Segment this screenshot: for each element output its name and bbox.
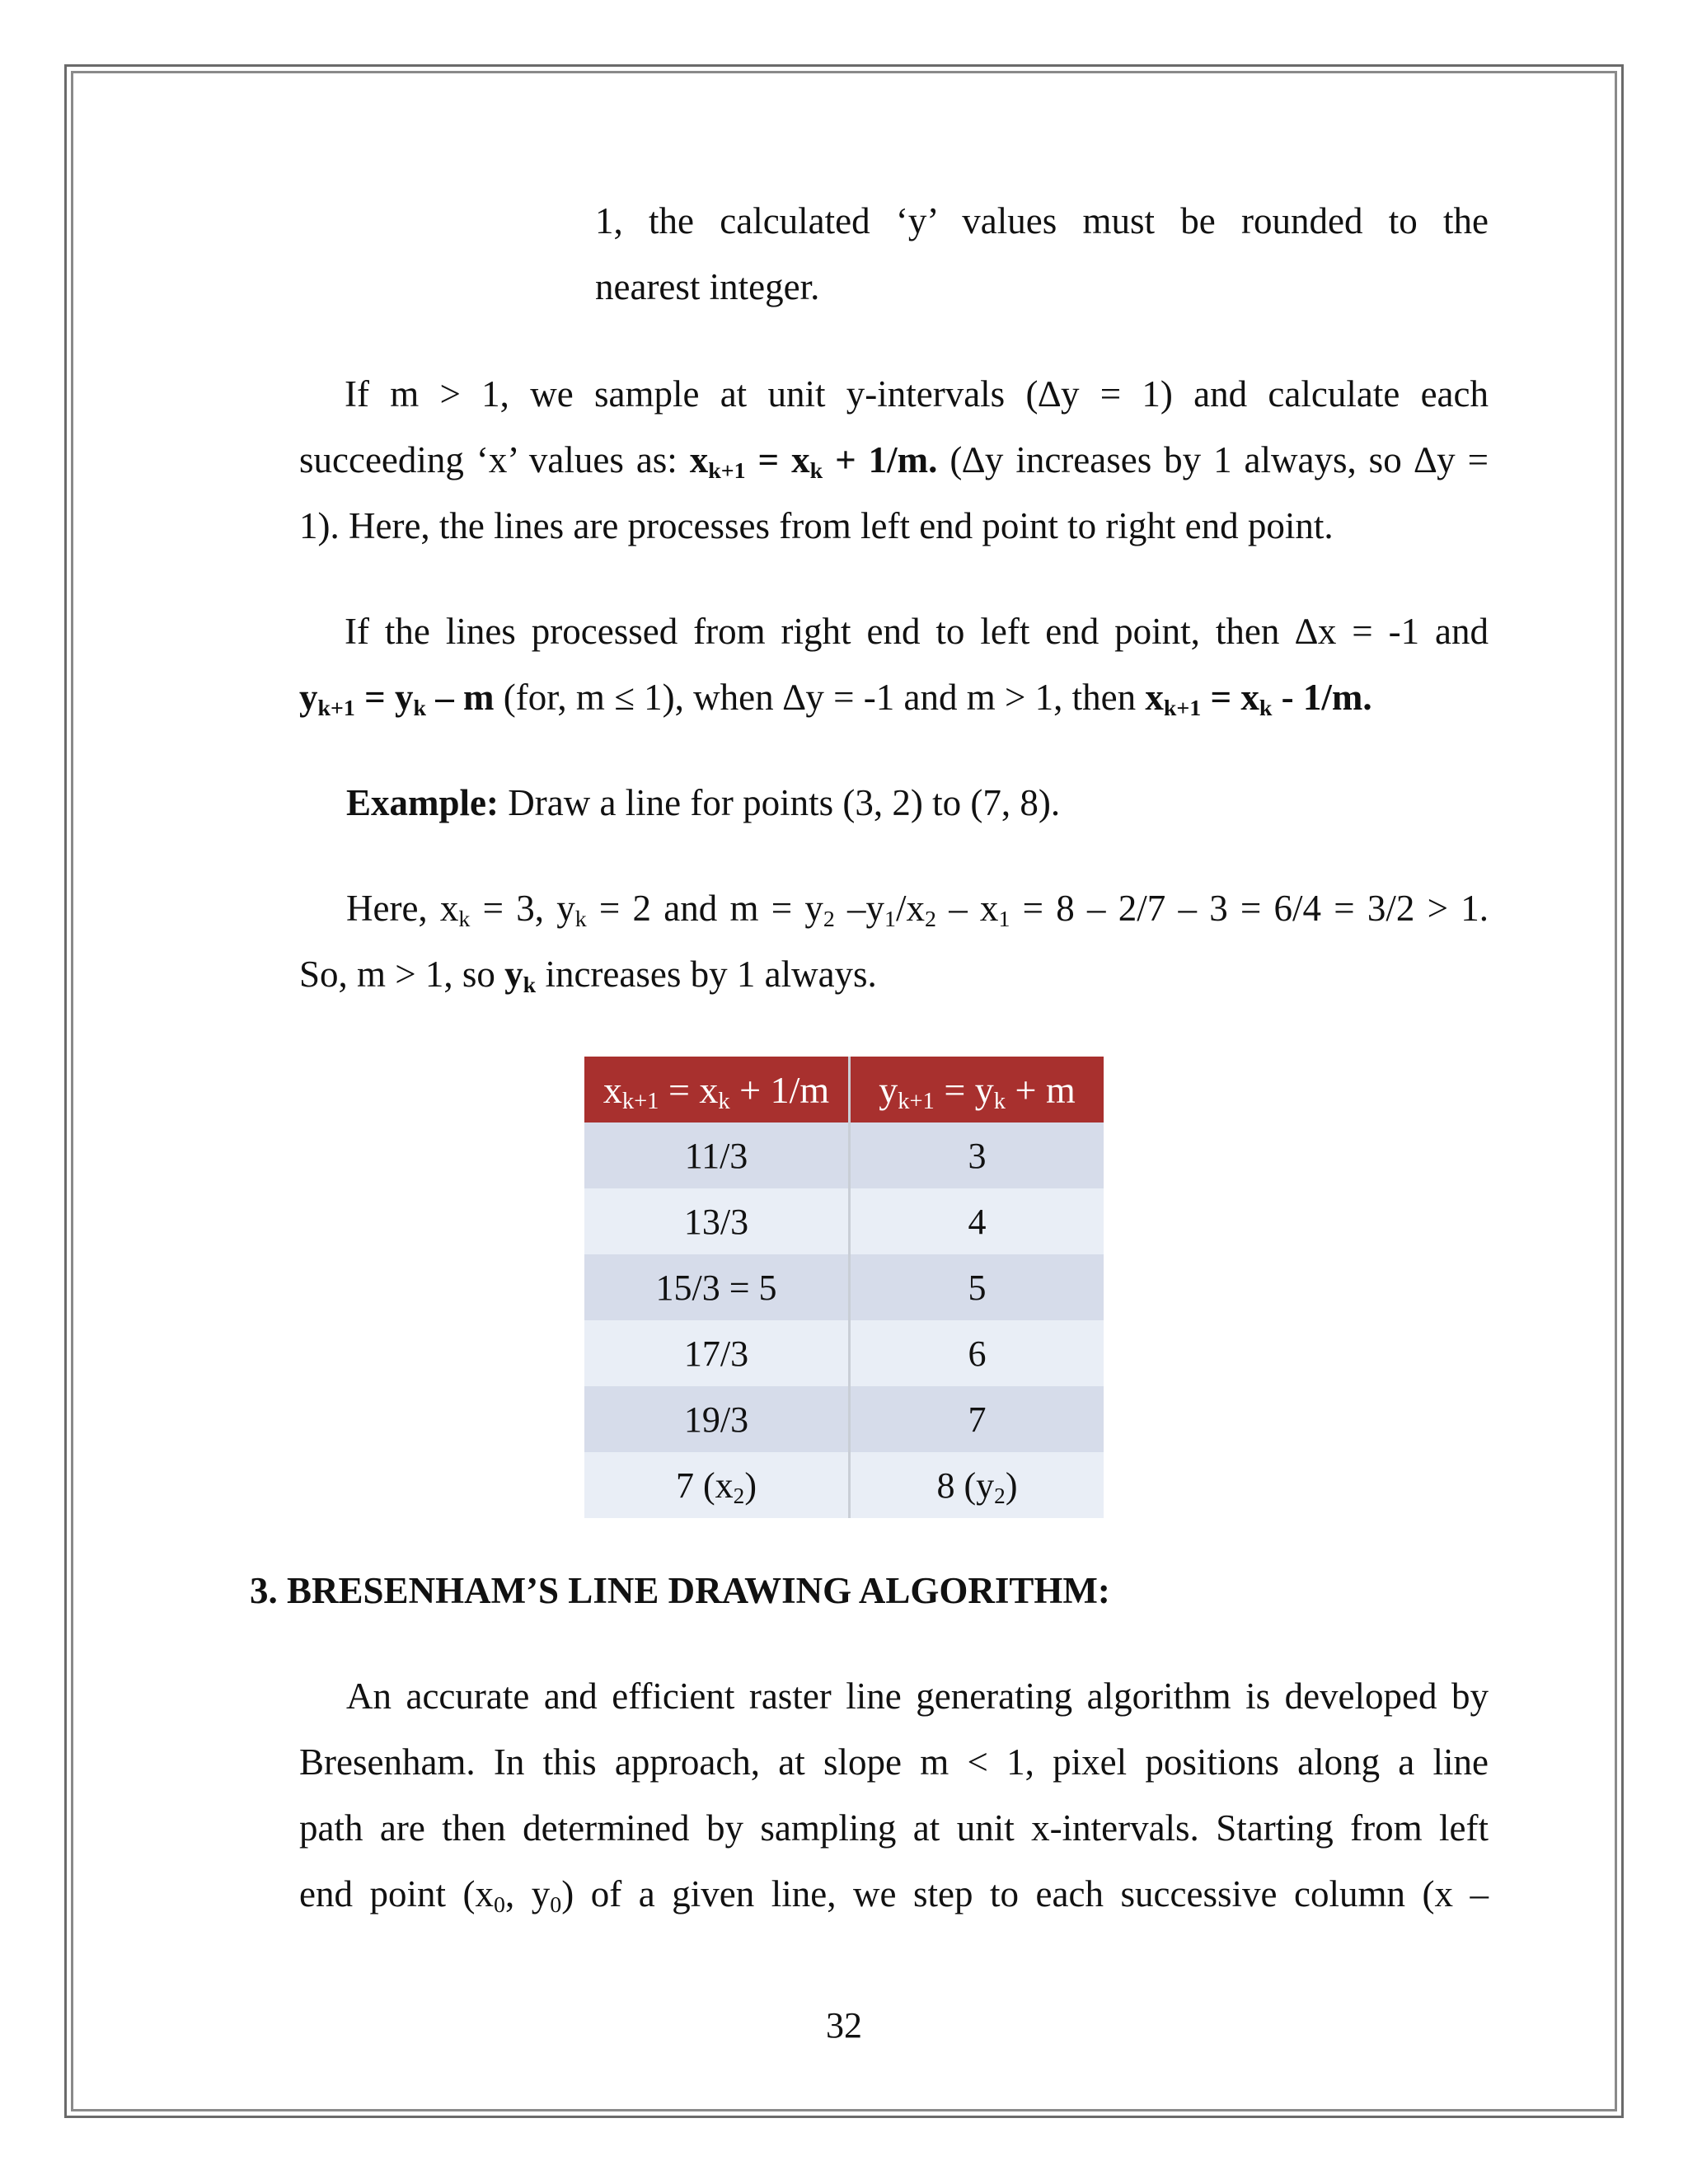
bres-line-3: path are then determined by sampling at unit x-intervals. Starting from left [299, 1807, 1489, 1849]
para2-line-1: If the lines processed from right end to left end point, then ∆x = -1 and [345, 611, 1489, 652]
table-cell-y: 7 [850, 1386, 1104, 1452]
example-line: Example: Draw a line for points (3, 2) to (7, 8). [346, 782, 1061, 823]
table-cell-x: 13/3 [584, 1188, 850, 1254]
para1-line-3: 1). Here, the lines are processes from left end point to right end point. [299, 505, 1334, 546]
table-header-row [584, 1057, 1104, 1122]
here-line-1: Here, $x_k = 3$, $y_k = 2$ and $m = y_2$ $-y_1/x_2 - x_1 = 8 - 2/7 - 3 = 6/4 = 3/2 > 1$. [346, 888, 1489, 932]
table-cell-x: 11/3 [584, 1122, 850, 1188]
para1-line-2: succeeding ‘x’ values as: $x_{k+1} = x_k + 1/m$. (∆y increases by 1 always, so ∆y = [299, 439, 1489, 484]
iteration-table [584, 1057, 1104, 1518]
table-row [584, 1254, 1104, 1320]
para2-line-2: $y_{k+1} = y_k - m$ (for, m ≤ 1), when ∆y = -1 and m > 1, then $x_{k+1} = x_k - 1/m$. [299, 677, 1372, 721]
table-header-y: $y_{k+1} = y_k + m$ [850, 1057, 1104, 1122]
table-row [584, 1188, 1104, 1254]
table-cell-y: 4 [850, 1188, 1104, 1254]
table-cell-y: 5 [850, 1254, 1104, 1320]
table-row [584, 1122, 1104, 1188]
section-heading: 3. BRESENHAM’S LINE DRAWING ALGORITHM: [250, 1570, 1110, 1611]
intro-line-2: nearest integer. [595, 266, 820, 307]
table-cell-y: 8 $(y_2)$ [850, 1452, 1104, 1518]
table-cell-x: 17/3 [584, 1320, 850, 1386]
table-cell-x: 7 $(x_2)$ [584, 1452, 850, 1518]
bres-line-1: An accurate and efficient raster line generating algorithm is developed by [346, 1675, 1489, 1717]
intro-line-1: 1, the calculated ‘y’ values must be rounded to the [595, 200, 1489, 241]
table-row [584, 1320, 1104, 1386]
table-header-x: $x_{k+1} = x_k + 1/m$ [584, 1057, 850, 1122]
table-cell-y: 6 [850, 1320, 1104, 1386]
table-row [584, 1386, 1104, 1452]
table-cell-x: 19/3 [584, 1386, 850, 1452]
table-cell-y: 3 [850, 1122, 1104, 1188]
here-line-2: So, m > 1, so $y_k$ increases by 1 always. [299, 954, 877, 998]
table-row [584, 1452, 1104, 1518]
table-cell-x: 15/3 = 5 [584, 1254, 850, 1320]
bres-line-4: end point ($x_0$, $y_0$) of a given line, we step to each successive column (x – [299, 1873, 1489, 1918]
para1-line-1: If m > 1, we sample at unit y-intervals (∆y = 1) and calculate each [345, 373, 1489, 415]
page-number: 32 [826, 2005, 862, 2046]
bres-line-2: Bresenham. In this approach, at slope m < 1, pixel positions along a line [299, 1741, 1489, 1783]
